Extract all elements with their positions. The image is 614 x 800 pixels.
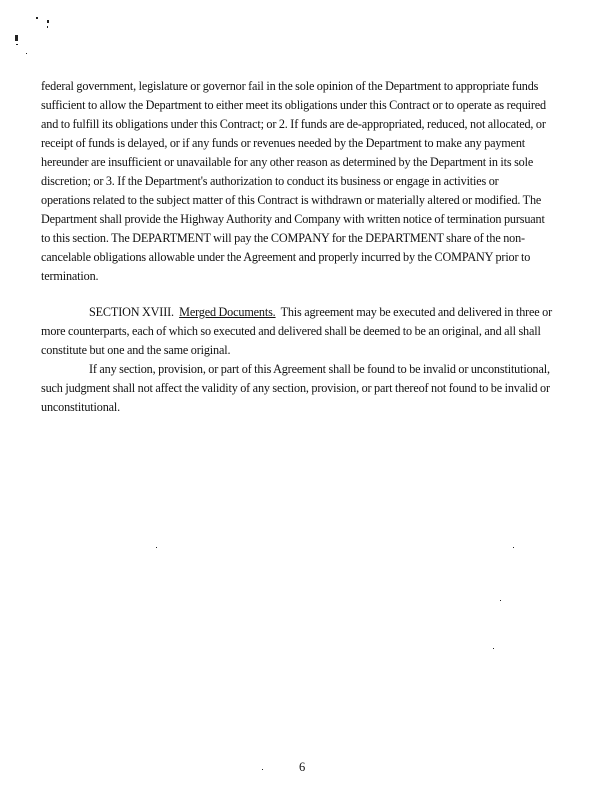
section-text: This agreement may be executed and delivered in three or [280,305,553,319]
text-line: receipt of funds is delayed, or if any funds or revenues needed by the Department to make any payment [41,136,526,150]
text-line: discretion; or 3. If the Department's authorization to conduct its business or engage in activities or [41,174,499,188]
scan-speck [47,26,48,28]
text-line: to this section. The DEPARTMENT will pay the COMPANY for the DEPARTMENT share of the non- [41,231,525,245]
text-line: constitute but one and the same original. [41,343,231,357]
scan-speck [513,547,514,548]
severability-paragraph [41,360,573,417]
scan-speck [26,53,27,54]
text-line: more counterparts, each of which so executed and delivered shall be deemed to be an original, and all shall [41,324,541,338]
section-number: SECTION XVIII. [89,305,174,319]
section-xviii-paragraph [41,303,573,360]
scan-speck [500,600,501,601]
scan-speck [493,648,494,649]
text-line: hereunder are insufficient or unavailable for any other reason as determined by the Department in its sole [41,155,534,169]
text-line: and to fulfill its obligations under this Contract; or 2. If funds are de-appropriated, reduced, not allocated, or [41,117,546,131]
text-line: sufficient to allow the Department to either meet its obligations under this Contract or to operate as required [41,98,546,112]
scan-speck [16,44,18,45]
scan-speck [156,547,157,548]
scan-speck [262,769,263,770]
scan-speck [47,20,49,23]
text-line: unconstitutional. [41,400,121,414]
text-line: operations related to the subject matter of this Contract is withdrawn or materially altered or modified. The [41,193,542,207]
text-line: federal government, legislature or governor fail in the sole opinion of the Department to appropriate funds [41,79,539,93]
section-title: Merged Documents. [179,305,276,319]
text-line: cancelable obligations allowable under the Agreement and properly incurred by the COMPANY prior to [41,250,531,264]
text-line: termination. [41,269,99,283]
page-number: 6 [299,760,306,774]
text-line: If any section, provision, or part of this Agreement shall be found to be invalid or unconstitutional, [89,362,550,376]
termination-paragraph [41,77,573,286]
text-line: Department shall provide the Highway Authority and Company with written notice of termination pursuant [41,212,545,226]
section-heading-line [41,303,573,322]
scan-speck [15,35,18,41]
scan-speck [36,17,38,19]
text-line: such judgment shall not affect the validity of any section, provision, or part thereof not found to be invalid or [41,381,550,395]
